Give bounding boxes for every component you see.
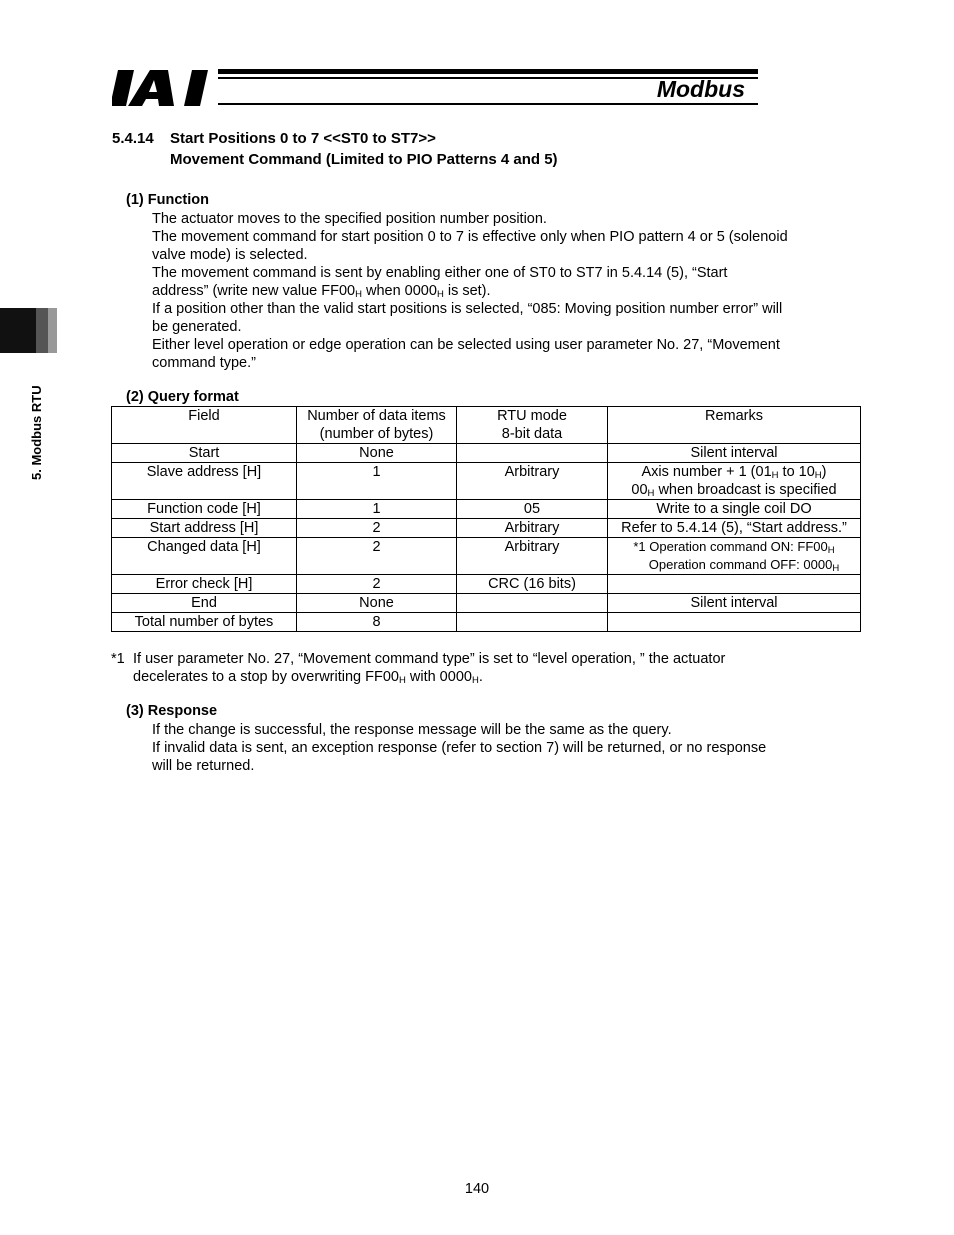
- chapter-tab-mid: [36, 308, 48, 353]
- iai-logo: [112, 68, 212, 108]
- section-number: 5.4.14: [112, 130, 154, 147]
- query-heading: (2) Query format: [126, 389, 239, 405]
- section-title-line1: Start Positions 0 to 7 <<ST0 to ST7>>: [170, 130, 436, 147]
- function-p4-line2: be generated.: [152, 319, 242, 335]
- table-row: Start address [H] 2 Arbitrary Refer to 5.4.14 (5), “Start address.”: [112, 519, 861, 538]
- function-p3-line2: address” (write new value $FF00_H$ when $0000_H$ is set).: [152, 283, 491, 300]
- header-remarks: Remarks: [608, 407, 861, 444]
- chapter-tab-dark: [0, 308, 36, 353]
- section-title-line2: Movement Command (Limited to PIO Patterns 4 and 5): [170, 151, 558, 168]
- table-row: Error check [H] 2 CRC (16 bits): [112, 575, 861, 594]
- header-number: Number of data items (number of bytes): [297, 407, 457, 444]
- header-rtu: RTU mode 8-bit data: [457, 407, 608, 444]
- table-row: Slave address [H] 1 Arbitrary Axis number + 1 ($01_H$ to $10_H$) $00_H$ when broadcast is specified: [112, 463, 861, 500]
- function-body: [152, 210, 842, 372]
- function-p1: The actuator moves to the specified position number position.: [152, 211, 547, 227]
- function-p3-line1: The movement command is sent by enabling either one of ST0 to ST7 in 5.4.14 (5), “Start: [152, 265, 728, 281]
- table-row: Function code [H] 1 05 Write to a single coil DO: [112, 500, 861, 519]
- chapter-tab-light: [48, 308, 57, 353]
- function-p4-line1: If a position other than the valid start positions is selected, “085: Moving position number error” will: [152, 301, 783, 317]
- footnote-text: If user parameter No. 27, “Movement command type” is set to “level operation, ” the actuator decelerates to a stop by overwriting $FF00_H$ with $0000_H$.: [133, 651, 726, 686]
- header-field: Field: [112, 407, 297, 444]
- function-p5-line2: command type.”: [152, 355, 256, 371]
- table-row: Start None Silent interval: [112, 444, 861, 463]
- header-rule-bottom: [218, 103, 758, 105]
- function-p2-line1: The movement command for start position 0 to 7 is effective only when PIO pattern 4 or 5 (solenoid: [152, 229, 788, 245]
- table-row: Changed data [H] 2 Arbitrary *1 Operation command ON: $FF00_H$ Operation command OFF: $0000_H$: [112, 538, 861, 575]
- function-p2-line2: valve mode) is selected.: [152, 247, 308, 263]
- table-row: End None Silent interval: [112, 594, 861, 613]
- table-row: Total number of bytes 8: [112, 613, 861, 632]
- function-p5-line1: Either level operation or edge operation can be selected using user parameter No. 27, “Movement: [152, 337, 780, 353]
- response-heading: (3) Response: [126, 703, 218, 719]
- function-heading: (1) Function: [126, 192, 209, 208]
- header-rule-top: [218, 69, 758, 74]
- response-body: If the change is successful, the response message will be the same as the query. If invalid data is sent, an exception response (refer to section 7) will be returned, or no response will be returned.: [152, 722, 767, 774]
- footnote-marker: *1: [111, 651, 125, 667]
- header-title: Modbus: [656, 76, 745, 102]
- query-format-table: [111, 406, 861, 632]
- page-number: 140: [464, 1181, 490, 1197]
- table-header-row: [112, 407, 861, 444]
- chapter-label: 5. Modbus RTU: [29, 385, 44, 480]
